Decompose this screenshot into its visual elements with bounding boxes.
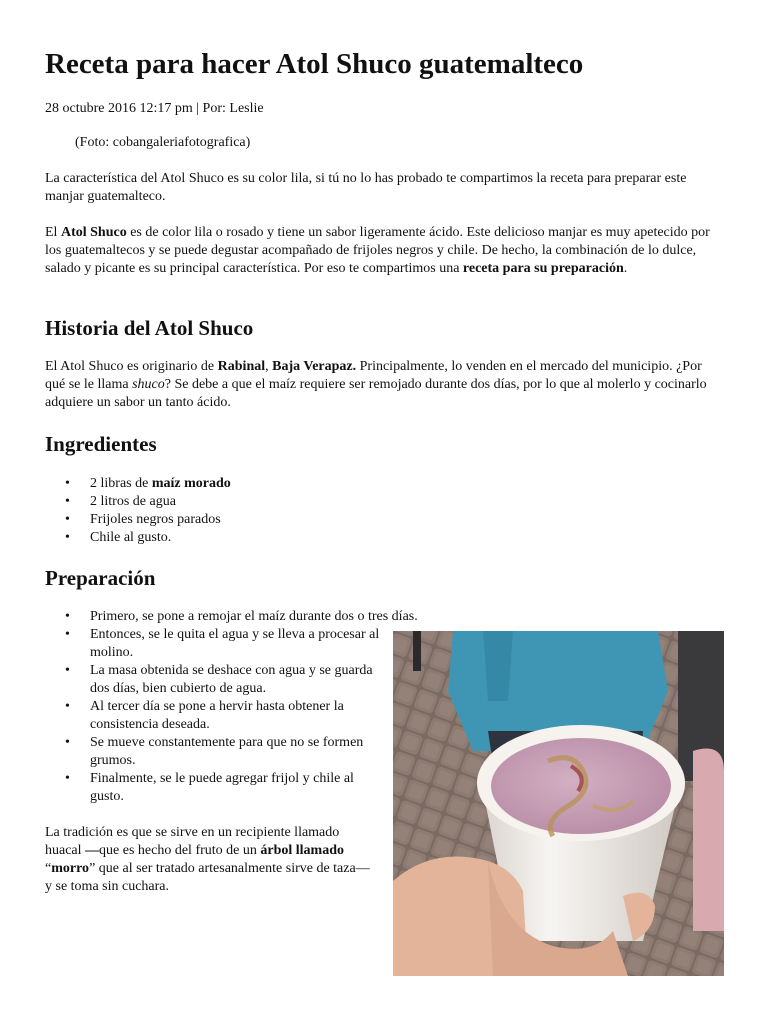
- italic-shuco: shuco: [132, 377, 165, 392]
- preparation-list: [45, 608, 418, 806]
- text-segment: 2 libras de: [90, 476, 152, 491]
- ingredient-item: [45, 475, 365, 493]
- bold-maiz-morado: maíz morado: [151, 476, 231, 491]
- article-meta: 28 octubre 2016 12:17 pm | Por: Leslie: [45, 101, 264, 116]
- ingredient-item: • Frijoles negros parados: [45, 511, 365, 529]
- text-segment: Principalmente, lo venden en el mercado del municipio. ¿Por qué se le llama: [45, 359, 702, 392]
- text-segment: es de color lila o rosado y tiene un sabor ligeramente ácido. Este delicioso manjar es muy apetecido por los guatemaltecos y se puede degustar acompañado de frijoles negros y chile. De hecho, la combinación de lo dulce, salado y picante es su principal característica. Por eso te compartimos una: [45, 225, 710, 276]
- bold-dash: —: [85, 843, 100, 858]
- ingredient-item: • Chile al gusto.: [45, 529, 365, 547]
- text-segment: El: [45, 225, 61, 240]
- preparation-step: • Se mueve constantemente para que no se formen grumos.: [45, 734, 390, 770]
- text-segment: que es hecho del fruto de un: [99, 843, 261, 858]
- tradition-paragraph: [45, 824, 375, 896]
- preparation-step: • Finalmente, se le puede agregar frijol y chile al gusto.: [45, 770, 390, 806]
- preparation-step: • Entonces, se le quita el agua y se lleva a procesar al molino.: [45, 626, 390, 662]
- text-segment: .: [623, 261, 628, 276]
- atol-shuco-photo: [393, 631, 724, 976]
- ingredient-item: • 2 litros de agua: [45, 493, 365, 511]
- history-paragraph: [45, 358, 725, 412]
- bold-arbol-llamado: árbol llamado: [260, 843, 344, 858]
- description-paragraph: [45, 224, 725, 278]
- article-title: Receta para hacer Atol Shuco guatemalteco: [45, 48, 584, 80]
- bold-baja-verapaz: Baja Verapaz.: [272, 359, 357, 374]
- bold-morro: morro: [51, 861, 90, 876]
- text-segment: ” que al ser tratado artesanalmente sirve de taza— y se toma sin cuchara.: [45, 861, 370, 894]
- preparation-step: • Primero, se pone a remojar el maíz durante dos o tres días.: [45, 608, 510, 626]
- photo-caption: (Foto: cobangaleriafotografica): [75, 135, 251, 150]
- ingredients-heading: Ingredientes: [45, 432, 157, 456]
- bold-recipe-link: receta para su preparación: [462, 261, 624, 276]
- text-segment: El Atol Shuco es originario de: [45, 359, 218, 374]
- text-segment: ? Se debe a que el maíz requiere ser remojado durante dos días, por lo que al molerlo y cocinarlo adquiere un sabor un tanto ácido.: [45, 377, 707, 410]
- preparation-step: • Al tercer día se pone a hervir hasta obtener la consistencia deseada.: [45, 698, 390, 734]
- text-segment: La tradición es que se sirve en un recipiente llamado huacal: [45, 825, 340, 858]
- bold-rabinal: Rabinal: [217, 359, 266, 374]
- ingredients-list: [45, 475, 365, 547]
- bold-atol-shuco: Atol Shuco: [60, 225, 127, 240]
- intro-paragraph: La característica del Atol Shuco es su color lila, si tú no lo has probado te compartimos la receta para preparar este manjar guatemalteco.: [45, 171, 687, 204]
- text-segment: ,: [265, 359, 273, 374]
- history-heading: Historia del Atol Shuco: [45, 316, 254, 340]
- preparation-step: • La masa obtenida se deshace con agua y se guarda dos días, bien cubierto de agua.: [45, 662, 390, 698]
- preparation-heading: Preparación: [45, 566, 156, 590]
- text-segment: “: [45, 861, 52, 876]
